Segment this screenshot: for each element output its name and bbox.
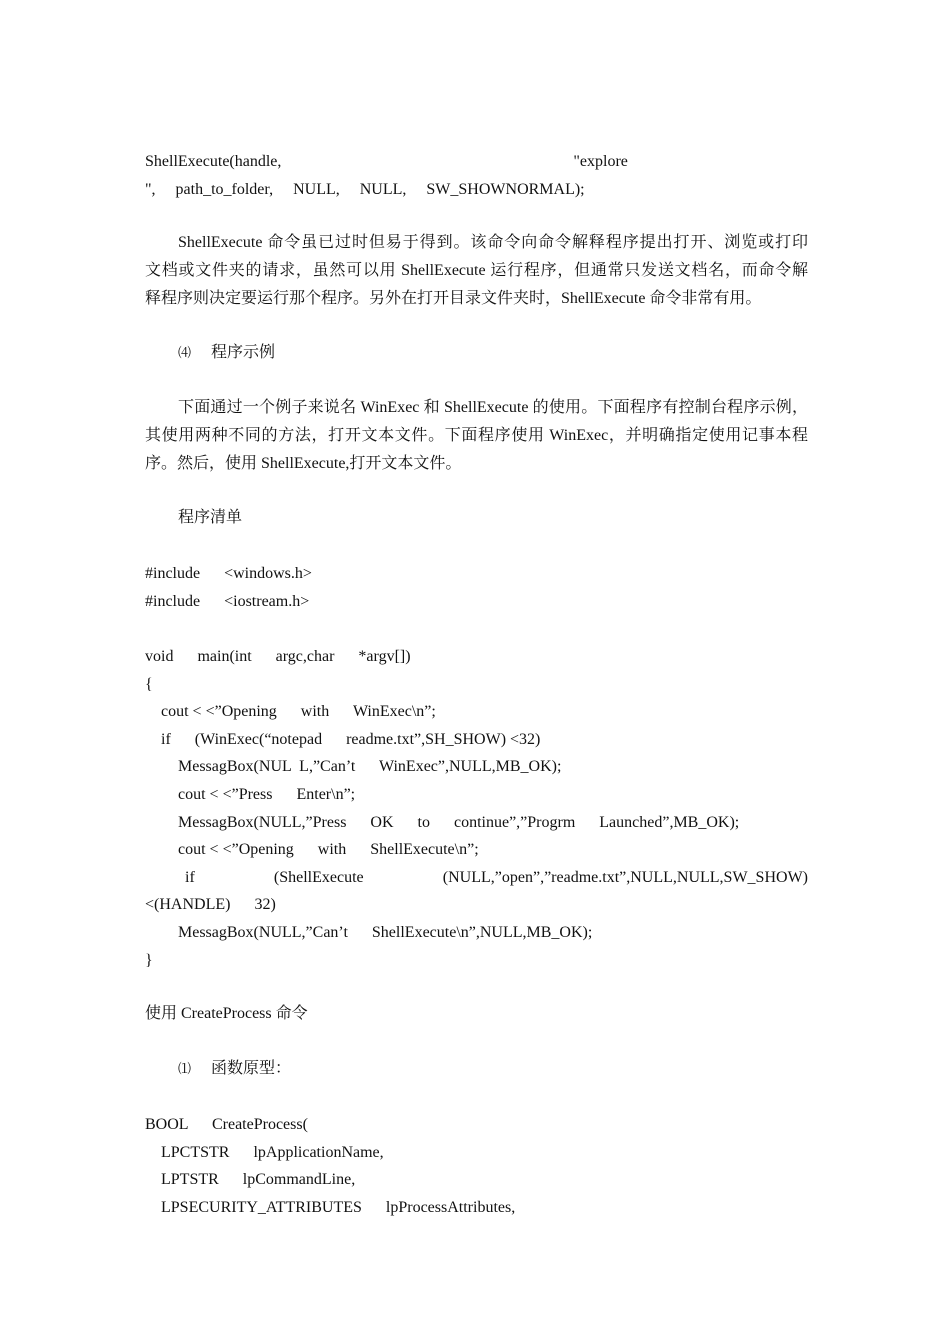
- code-line: LPSECURITY_ATTRIBUTES lpProcessAttributes,: [161, 1199, 516, 1216]
- code-line: }: [145, 952, 153, 969]
- code-line: LPTSTR lpCommandLine,: [161, 1171, 356, 1188]
- code-line: MessagBox(NUL L,”Can’t WinExec”,NULL,MB_OK);: [178, 758, 562, 775]
- section-number: ⑷: [178, 345, 192, 360]
- section-heading: 使用 CreateProcess 命令: [145, 1005, 308, 1022]
- paragraph-line: 释程序则决定要运行那个程序。另外在打开目录文件夹时，ShellExecute 命令非常有用。: [145, 290, 762, 307]
- section-heading: 程序示例: [211, 344, 276, 361]
- code-line: if (ShellExecute (NULL,”open”,”readme.txt”,NULL,NULL,SW_SHOW): [185, 869, 808, 886]
- code-line: #include <iostream.h>: [145, 593, 310, 610]
- paragraph-line: 文档或文件夹的请求，虽然可以用 ShellExecute 运行程序，但通常只发送文档名，而命令解: [145, 262, 808, 279]
- code-line: cout < <”Press Enter\n”;: [178, 786, 356, 803]
- code-line: cout < <”Opening with WinExec\n”;: [161, 703, 436, 720]
- code-line: LPCTSTR lpApplicationName,: [161, 1144, 384, 1161]
- code-line: MessagBox(NULL,”Press OK to continue”,”Progrm Launched”,MB_OK);: [178, 814, 740, 831]
- code-line: BOOL CreateProcess(: [145, 1116, 308, 1133]
- code-line: ShellExecute(handle, "explore: [145, 153, 628, 170]
- code-line: void main(int argc,char *argv[]): [145, 648, 411, 665]
- paragraph-line: 下面通过一个例子来说名 WinExec 和 ShellExecute 的使用。下面程序有控制台程序示例，: [178, 399, 808, 416]
- section-heading: 函数原型：: [211, 1060, 292, 1077]
- code-line: <(HANDLE) 32): [145, 896, 276, 913]
- code-line: #include <windows.h>: [145, 565, 312, 582]
- code-line: ", path_to_folder, NULL, NULL, SW_SHOWNORMAL);: [145, 181, 585, 198]
- section-number: ⑴: [178, 1061, 192, 1076]
- code-line: MessagBox(NULL,”Can’t ShellExecute\n”,NULL,MB_OK);: [178, 924, 593, 941]
- paragraph-line: ShellExecute 命令虽已过时但易于得到。该命令向命令解释程序提出打开、浏览或打印: [178, 234, 808, 251]
- code-line: cout < <”Opening with ShellExecute\n”;: [178, 841, 479, 858]
- paragraph-line: 其使用两种不同的方法，打开文本文件。下面程序使用 WinExec，并明确指定使用记事本程: [145, 427, 808, 444]
- code-line: if (WinExec(“notepad readme.txt”,SH_SHOW) <32): [161, 731, 541, 748]
- paragraph-line: 序。然后，使用 ShellExecute,打开文本文件。: [145, 455, 462, 472]
- listing-heading: 程序清单: [178, 509, 243, 526]
- code-line: {: [145, 676, 153, 693]
